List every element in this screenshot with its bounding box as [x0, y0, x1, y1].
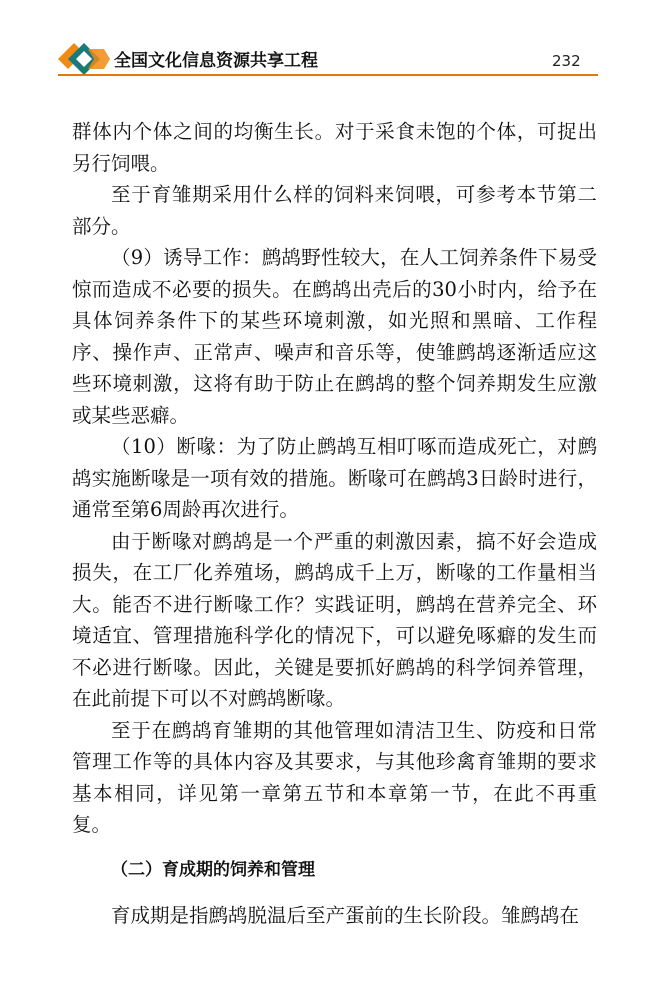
- paragraph: 育成期是指鹧鸪脱温后至产蛋前的生长阶段。雏鹧鸪在: [111, 904, 580, 927]
- paragraph: 由于断喙对鹧鸪是一个严重的刺激因素，搞不好会造成损失，在工厂化养殖场，鹧鸪成千上万，断喙的工作量相当大。能否不进行断喙工作？实践证明，鹧鸪在营养完全、环境适宜、管理措施科学化的情况下，可以避免啄癖的发生而不必进行断喙。因此，关键是要抓好鹧鸪的科学饲养管理，在此前提下可以不对鹧鸪断喙。: [72, 529, 597, 710]
- paragraph: （9）诱导工作：鹧鸪野性较大，在人工饲养条件下易受惊而造成不必要的损失。在鹧鸪出壳后的30小时内，给予在具体饲养条件下的某些环境刺激，如光照和黑暗、工作程序、操作声、正常声、噪声和音乐等，使雏鹧鸪逐渐适应这些环境刺激，这将有助于防止在鹧鸪的整个饲养期发生应激或某些恶癖。: [72, 246, 597, 427]
- body-text: [72, 116, 597, 932]
- page-header: [0, 0, 646, 82]
- logo-icon: [58, 40, 110, 78]
- organization-name: 全国文化信息资源共享工程: [114, 51, 318, 71]
- header-rule: [58, 74, 598, 76]
- paragraph: （10）断喙：为了防止鹧鸪互相叮啄而造成死亡，对鹧鸪实施断喙是一项有效的措施。断喙可在鹧鸪3日龄时进行，通常至第6周龄再次进行。: [72, 435, 597, 521]
- section-heading: （二）育成期的饲养和管理: [111, 859, 315, 880]
- paragraph: 至于在鹧鸪育雏期的其他管理如清洁卫生、防疫和日常管理工作等的具体内容及其要求，与其他珍禽育雏期的要求基本相同，详见第一章第五节和本章第一节，在此不再重复。: [72, 718, 597, 836]
- paragraph: 至于育雏期采用什么样的饲料来饲喂，可参考本节第二部分。: [72, 183, 597, 238]
- page-number: 232: [552, 52, 581, 70]
- paragraph: 群体内个体之间的均衡生长。对于采食未饱的个体，可捉出另行饲喂。: [72, 120, 597, 175]
